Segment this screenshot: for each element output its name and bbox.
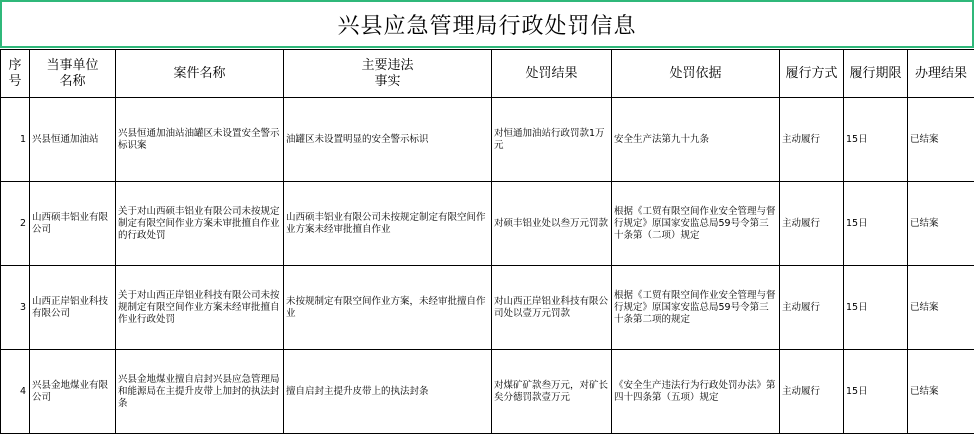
cell-basis[interactable]: 根据《工贸有限空间作业安全管理与督行规定》原国家安监总局59号令第三十条第二项的规定 xyxy=(612,266,780,350)
cell-status[interactable]: 已结案 xyxy=(908,350,974,434)
cell-status[interactable]: 已结案 xyxy=(908,182,974,266)
cell-result[interactable]: 对煤矿矿款叁万元，对矿长矣分德罚款壹万元 xyxy=(492,350,612,434)
cell-seq[interactable]: 1 xyxy=(1,98,30,182)
cell-case[interactable]: 关于对山西正岸铝业科技有限公司未按规制定有限空间作业方案未经审批擅自作业行政处罚 xyxy=(116,266,284,350)
cell-result[interactable]: 对恒通加油站行政罚款1万元 xyxy=(492,98,612,182)
cell-method[interactable]: 主动履行 xyxy=(780,98,844,182)
cell-period[interactable]: 15日 xyxy=(844,350,908,434)
header-case[interactable]: 案件名称 xyxy=(116,50,284,98)
cell-party[interactable]: 兴县恒通加油站 xyxy=(30,98,116,182)
header-status[interactable]: 办理结果 xyxy=(908,50,974,98)
table-row xyxy=(1,350,974,434)
cell-result[interactable]: 对硕丰铝业处以叁万元罚款 xyxy=(492,182,612,266)
header-party[interactable]: 当事单位 名称 xyxy=(30,50,116,98)
cell-status[interactable]: 已结案 xyxy=(908,266,974,350)
cell-facts[interactable]: 未按规制定有限空间作业方案，未经审批擅自作业 xyxy=(284,266,492,350)
table-row xyxy=(1,182,974,266)
cell-method[interactable]: 主动履行 xyxy=(780,350,844,434)
header-method[interactable]: 履行方式 xyxy=(780,50,844,98)
cell-basis[interactable]: 安全生产法第九十九条 xyxy=(612,98,780,182)
cell-case[interactable]: 兴县恒通加油站油罐区未设置安全警示标识案 xyxy=(116,98,284,182)
cell-result[interactable]: 对山西正岸铝业科技有限公司处以壹万元罚款 xyxy=(492,266,612,350)
cell-seq[interactable]: 3 xyxy=(1,266,30,350)
cell-method[interactable]: 主动履行 xyxy=(780,182,844,266)
header-result[interactable]: 处罚结果 xyxy=(492,50,612,98)
cell-case[interactable]: 兴县金地煤业擅自启封兴县应急管理局和能源局在主提升皮带上加封的执法封条 xyxy=(116,350,284,434)
header-row xyxy=(1,50,974,98)
cell-method[interactable]: 主动履行 xyxy=(780,266,844,350)
header-basis[interactable]: 处罚依据 xyxy=(612,50,780,98)
cell-facts[interactable]: 擅自启封主提升皮带上的执法封条 xyxy=(284,350,492,434)
cell-period[interactable]: 15日 xyxy=(844,266,908,350)
cell-seq[interactable]: 2 xyxy=(1,182,30,266)
cell-case[interactable]: 关于对山西硕丰铝业有限公司未按规定制定有限空间作业方案未审批擅自作业的行政处罚 xyxy=(116,182,284,266)
page-title: 兴县应急管理局行政处罚信息 xyxy=(337,9,636,40)
table-row xyxy=(1,266,974,350)
cell-basis[interactable]: 根据《工贸有限空间作业安全管理与督行规定》原国家安监总局59号令第三十条第（二项）规定 xyxy=(612,182,780,266)
table-row xyxy=(1,98,974,182)
cell-facts[interactable]: 油罐区未设置明显的安全警示标识 xyxy=(284,98,492,182)
penalty-table xyxy=(0,49,974,434)
header-period[interactable]: 履行期限 xyxy=(844,50,908,98)
cell-period[interactable]: 15日 xyxy=(844,182,908,266)
cell-party[interactable]: 兴县金地煤业有限公司 xyxy=(30,350,116,434)
cell-basis[interactable]: 《安全生产违法行为行政处罚办法》第四十四条第（五项）规定 xyxy=(612,350,780,434)
cell-period[interactable]: 15日 xyxy=(844,98,908,182)
cell-party[interactable]: 山西硕丰铝业有限公司 xyxy=(30,182,116,266)
cell-party[interactable]: 山西正岸铝业科技有限公司 xyxy=(30,266,116,350)
cell-status[interactable]: 已结案 xyxy=(908,98,974,182)
title-cell[interactable] xyxy=(0,0,974,48)
cell-facts[interactable]: 山西硕丰铝业有限公司未按规定制定有限空间作业方案未经审批擅自作业 xyxy=(284,182,492,266)
cell-seq[interactable]: 4 xyxy=(1,350,30,434)
header-facts[interactable]: 主要违法 事实 xyxy=(284,50,492,98)
header-seq[interactable]: 序号 xyxy=(1,50,30,98)
